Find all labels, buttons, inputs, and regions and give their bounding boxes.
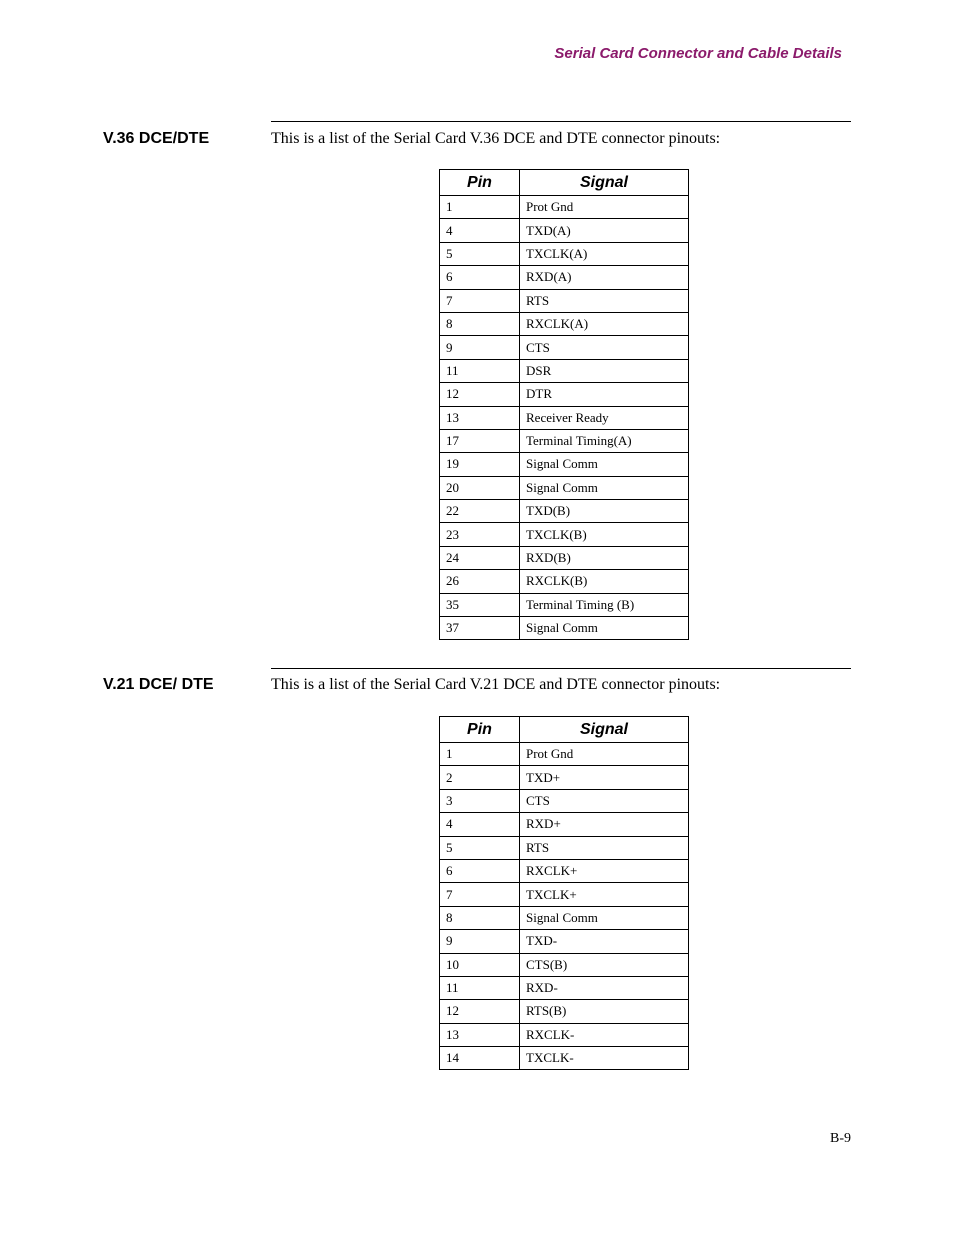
pin-cell: 2 xyxy=(440,766,520,789)
pin-cell: 17 xyxy=(440,429,520,452)
table-row xyxy=(440,883,689,906)
pin-cell: 12 xyxy=(440,383,520,406)
signal-cell: RTS(B) xyxy=(520,1000,689,1023)
signal-cell: RXCLK- xyxy=(520,1023,689,1046)
pin-cell: 6 xyxy=(440,859,520,882)
signal-cell: TXCLK- xyxy=(520,1047,689,1070)
table-row xyxy=(440,1047,689,1070)
pin-cell: 23 xyxy=(440,523,520,546)
pin-cell: 1 xyxy=(440,743,520,766)
running-header: Serial Card Connector and Cable Details xyxy=(554,45,842,62)
signal-column-header: Signal xyxy=(520,170,689,196)
signal-cell: RXCLK(A) xyxy=(520,312,689,335)
table-row xyxy=(440,289,689,312)
pin-cell: 5 xyxy=(440,836,520,859)
pin-cell: 9 xyxy=(440,336,520,359)
table-row xyxy=(440,1023,689,1046)
section-title: V.21 DCE/ DTE xyxy=(103,676,214,693)
pin-cell: 9 xyxy=(440,930,520,953)
pin-cell: 26 xyxy=(440,570,520,593)
signal-cell: Signal Comm xyxy=(520,617,689,640)
section-title: V.36 DCE/DTE xyxy=(103,130,210,147)
table-row xyxy=(440,523,689,546)
pin-cell: 10 xyxy=(440,953,520,976)
table-row xyxy=(440,546,689,569)
table-row xyxy=(440,359,689,382)
pin-cell: 1 xyxy=(440,196,520,219)
signal-cell: TXCLK(B) xyxy=(520,523,689,546)
table-header-row xyxy=(440,170,689,196)
pin-cell: 37 xyxy=(440,617,520,640)
signal-cell: Signal Comm xyxy=(520,476,689,499)
signal-cell: TXCLK(A) xyxy=(520,242,689,265)
table-row xyxy=(440,766,689,789)
pin-cell: 5 xyxy=(440,242,520,265)
pin-cell: 4 xyxy=(440,219,520,242)
table-row xyxy=(440,976,689,999)
signal-cell: RXCLK(B) xyxy=(520,570,689,593)
signal-cell: TXD+ xyxy=(520,766,689,789)
table-row xyxy=(440,743,689,766)
pin-cell: 35 xyxy=(440,593,520,616)
pin-cell: 19 xyxy=(440,453,520,476)
table-row xyxy=(440,453,689,476)
pin-cell: 11 xyxy=(440,976,520,999)
section-intro: This is a list of the Serial Card V.36 DCE and DTE connector pinouts: xyxy=(271,130,721,147)
pin-cell: 7 xyxy=(440,883,520,906)
table-row xyxy=(440,406,689,429)
pin-cell: 6 xyxy=(440,266,520,289)
signal-cell: CTS xyxy=(520,789,689,812)
pin-cell: 3 xyxy=(440,789,520,812)
pin-cell: 7 xyxy=(440,289,520,312)
table-row xyxy=(440,266,689,289)
signal-cell: Signal Comm xyxy=(520,906,689,929)
pin-cell: 24 xyxy=(440,546,520,569)
signal-cell: RXD- xyxy=(520,976,689,999)
pin-column-header: Pin xyxy=(440,717,520,743)
signal-cell: Signal Comm xyxy=(520,453,689,476)
table-row xyxy=(440,570,689,593)
table-row xyxy=(440,429,689,452)
table-row xyxy=(440,196,689,219)
table-row xyxy=(440,1000,689,1023)
signal-cell: TXD- xyxy=(520,930,689,953)
signal-cell: DSR xyxy=(520,359,689,382)
table-row xyxy=(440,500,689,523)
signal-cell: RXD(B) xyxy=(520,546,689,569)
section-divider xyxy=(271,121,851,122)
signal-cell: TXCLK+ xyxy=(520,883,689,906)
pin-cell: 22 xyxy=(440,500,520,523)
signal-cell: RXD(A) xyxy=(520,266,689,289)
pin-cell: 13 xyxy=(440,406,520,429)
signal-cell: RXCLK+ xyxy=(520,859,689,882)
signal-cell: RXD+ xyxy=(520,813,689,836)
pin-cell: 11 xyxy=(440,359,520,382)
table-row xyxy=(440,383,689,406)
signal-cell: TXD(B) xyxy=(520,500,689,523)
v21-pinout-table xyxy=(439,716,689,1070)
table-row xyxy=(440,813,689,836)
table-row xyxy=(440,336,689,359)
table-row xyxy=(440,906,689,929)
signal-cell: CTS(B) xyxy=(520,953,689,976)
pin-cell: 14 xyxy=(440,1047,520,1070)
pin-cell: 20 xyxy=(440,476,520,499)
pin-cell: 12 xyxy=(440,1000,520,1023)
signal-cell: Terminal Timing(A) xyxy=(520,429,689,452)
table-row xyxy=(440,593,689,616)
table-row xyxy=(440,476,689,499)
table-row xyxy=(440,617,689,640)
signal-cell: CTS xyxy=(520,336,689,359)
table-row xyxy=(440,836,689,859)
table-row xyxy=(440,930,689,953)
table-row xyxy=(440,859,689,882)
signal-cell: RTS xyxy=(520,836,689,859)
signal-cell: RTS xyxy=(520,289,689,312)
section-intro: This is a list of the Serial Card V.21 DCE and DTE connector pinouts: xyxy=(271,676,721,693)
pin-cell: 8 xyxy=(440,312,520,335)
signal-cell: Prot Gnd xyxy=(520,196,689,219)
pin-cell: 8 xyxy=(440,906,520,929)
table-row xyxy=(440,219,689,242)
table-row xyxy=(440,242,689,265)
table-row xyxy=(440,953,689,976)
pin-cell: 13 xyxy=(440,1023,520,1046)
table-row xyxy=(440,312,689,335)
page-number: B-9 xyxy=(830,1131,851,1146)
signal-cell: Prot Gnd xyxy=(520,743,689,766)
pin-cell: 4 xyxy=(440,813,520,836)
signal-cell: DTR xyxy=(520,383,689,406)
table-row xyxy=(440,789,689,812)
signal-column-header: Signal xyxy=(520,717,689,743)
section-divider xyxy=(271,668,851,669)
signal-cell: Receiver Ready xyxy=(520,406,689,429)
signal-cell: TXD(A) xyxy=(520,219,689,242)
v36-pinout-table xyxy=(439,169,689,640)
table-header-row xyxy=(440,717,689,743)
pin-column-header: Pin xyxy=(440,170,520,196)
signal-cell: Terminal Timing (B) xyxy=(520,593,689,616)
